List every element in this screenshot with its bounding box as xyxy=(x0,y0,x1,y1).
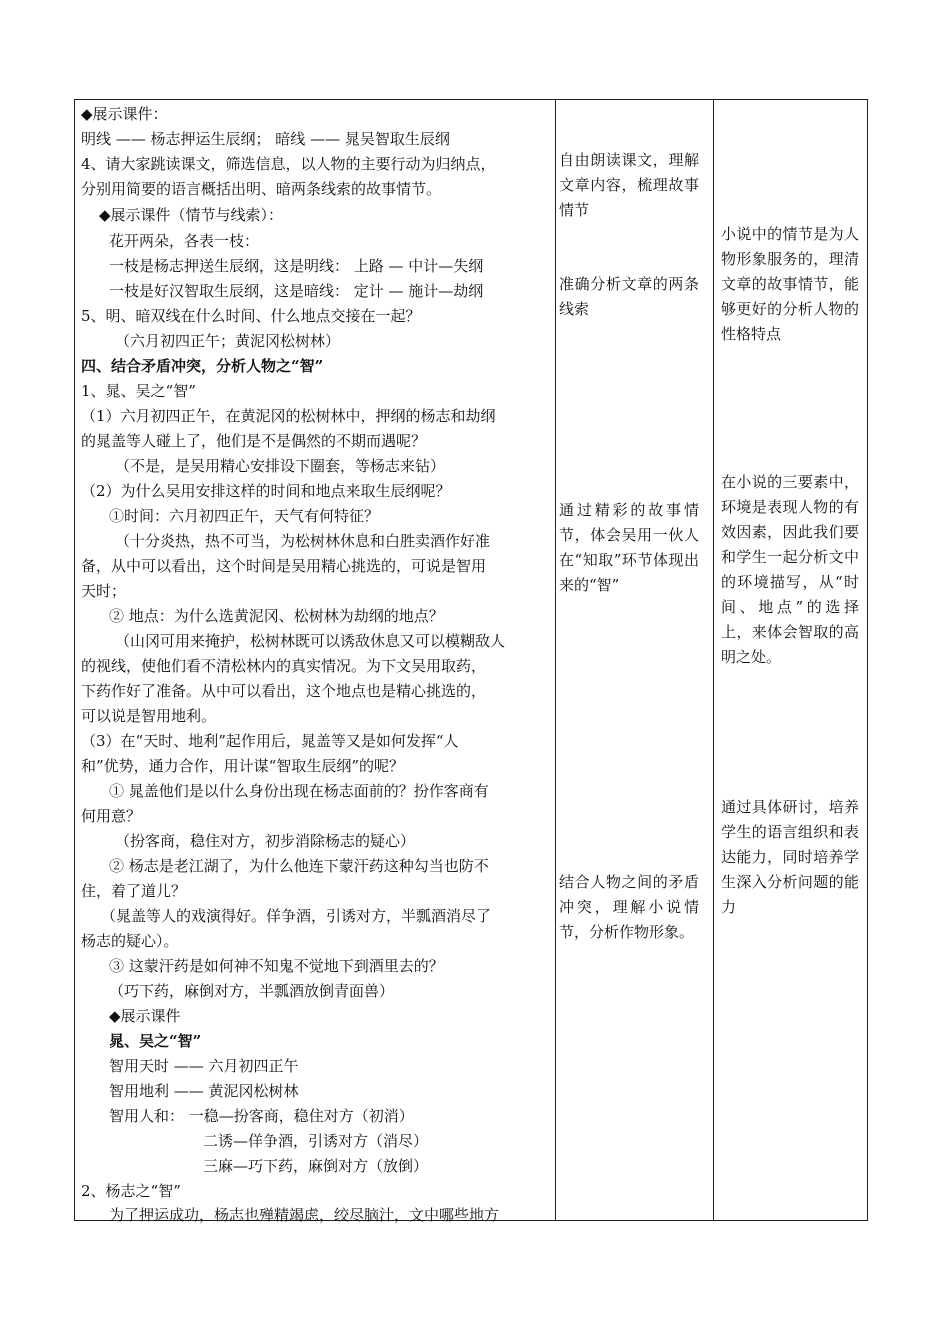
content-line: 1、晁、吴之“智” xyxy=(81,382,196,400)
design-intent-text: 通过具体研讨，培养学生的语言组织和表达能力，同时培养学生深入分析问题的能力 xyxy=(721,798,859,916)
content-line: （不是，是吴用精心安排设下圈套，等杨志来钻） xyxy=(115,457,446,475)
content-line: 5、明、暗双线在什么时间、什么地点交接在一起？ xyxy=(81,307,421,325)
design-intent-text: 在小说的三要素中，环境是表现人物的有效因素，因此我们要和学生一起分析文中的环境描写，从“时间、地点”的选择上，来体会智取的高明之处。 xyxy=(721,473,859,666)
content-line: 智用人和： 一稳—扮客商，稳住对方（初消） xyxy=(109,1107,414,1125)
content-line: 为了押运成功，杨志也殚精竭虑，绞尽脑汁，文中哪些地方 xyxy=(109,1206,500,1224)
column-divider xyxy=(713,100,714,1220)
content-line: 一枝是杨志押送生辰纲，这是明线： 上路 — 中计—失纲 xyxy=(109,257,484,275)
content-line: 天时； xyxy=(81,582,127,600)
content-line: ③ 这蒙汗药是如何神不知鬼不觉地下到酒里去的？ xyxy=(109,957,444,975)
content-line: 智用天时 —— 六月初四正午 xyxy=(109,1057,299,1075)
lesson-table xyxy=(74,99,868,1224)
content-line: （山冈可用来掩护，松树林既可以诱敌休息又可以模糊敌人 xyxy=(115,632,506,650)
content-line: （巧下药，麻倒对方，半瓢酒放倒青面兽） xyxy=(109,982,395,1000)
content-line: （晁盖等人的戏演得好。佯争酒，引诱对方，半瓢酒消尽了 xyxy=(101,907,492,925)
content-line: （3）在“天时、地利”起作用后，晁盖等又是如何发挥“人 xyxy=(81,732,459,750)
content-line: ◆展示课件（情节与线索）： xyxy=(99,206,284,224)
content-line: ① 晁盖他们是以什么身份出现在杨志面前的？扮作客商有 xyxy=(109,782,489,800)
student-activity-text: 自由朗读课文，理解文章内容，梳理故事情节 xyxy=(559,151,699,219)
content-line: 明线 —— 杨志押运生辰纲； 暗线 —— 晁吴智取生辰纲 xyxy=(81,130,450,148)
content-line: 的视线，使他们看不清松林内的真实情况。为下文吴用取药， xyxy=(81,657,487,675)
content-line: 何用意？ xyxy=(81,807,142,825)
section-heading: 四、结合矛盾冲突，分析人物之“智” xyxy=(81,357,324,375)
student-activity-text: 结合人物之间的矛盾冲突，理解小说情节，分析作物形象。 xyxy=(559,873,699,941)
content-line: 的晁盖等人碰上了，他们是不是偶然的不期而遇呢？ xyxy=(81,432,427,450)
content-line: 住，着了道儿？ xyxy=(81,882,187,900)
content-line: 一枝是好汉智取生辰纲，这是暗线： 定计 — 施计—劫纲 xyxy=(109,282,484,300)
content-line: ◆展示课件： xyxy=(81,105,168,123)
content-line: 和”优势，通力合作，用计谋“智取生辰纲”的呢？ xyxy=(81,757,405,775)
content-line: ② 地点：为什么选黄泥冈、松树林为劫纲的地点？ xyxy=(109,607,444,625)
content-line: （1）六月初四正午，在黄泥冈的松树林中，押纲的杨志和劫纲 xyxy=(81,407,496,425)
content-line: （扮客商，稳住对方，初步消除杨志的疑心） xyxy=(115,832,416,850)
content-line: 可以说是智用地利。 xyxy=(81,707,217,725)
content-line: ①时间：六月初四正午，天气有何特征？ xyxy=(109,507,380,525)
content-line: 二诱—佯争酒，引诱对方（消尽） xyxy=(203,1132,429,1150)
content-line: （十分炎热，热不可当，为松树林休息和白胜卖酒作好准 xyxy=(115,532,491,550)
content-line: （2）为什么吴用安排这样的时间和地点来取生辰纲呢？ xyxy=(81,482,451,500)
content-line: 分别用简要的语言概括出明、暗两条线索的故事情节。 xyxy=(81,180,442,198)
content-line: ◆展示课件 xyxy=(109,1007,181,1025)
content-line: 2、杨志之“智” xyxy=(81,1182,181,1200)
section-heading: 晁、吴之“智” xyxy=(109,1032,202,1050)
content-line: 下药作好了准备。从中可以看出，这个地点也是精心挑选的， xyxy=(81,682,487,700)
content-line: 备，从中可以看出，这个时间是吴用精心挑选的，可说是智用 xyxy=(81,557,487,575)
column-divider xyxy=(555,100,556,1220)
content-line: 三麻—巧下药，麻倒对方（放倒） xyxy=(203,1157,429,1175)
content-line: ② 杨志是老江湖了，为什么他连下蒙汗药这种勾当也防不 xyxy=(109,857,489,875)
student-activity-text: 通过精彩的故事情节，体会吴用一伙人在“知取”环节体现出来的“智” xyxy=(559,501,699,594)
content-line: （六月初四正午；黄泥冈松树林） xyxy=(115,332,341,350)
content-line: 智用地利 —— 黄泥冈松树林 xyxy=(109,1082,299,1100)
design-intent-text: 小说中的情节是为人物形象服务的，理清文章的故事情节，能够更好的分析人物的性格特点 xyxy=(721,225,859,343)
content-line: 杨志的疑心）。 xyxy=(81,932,179,950)
content-line: 花开两朵，各表一枝： xyxy=(109,232,260,250)
student-activity-text: 准确分析文章的两条线索 xyxy=(559,275,699,318)
content-line: 4、请大家跳读课文，筛选信息，以人物的主要行动为归纳点， xyxy=(81,155,496,173)
